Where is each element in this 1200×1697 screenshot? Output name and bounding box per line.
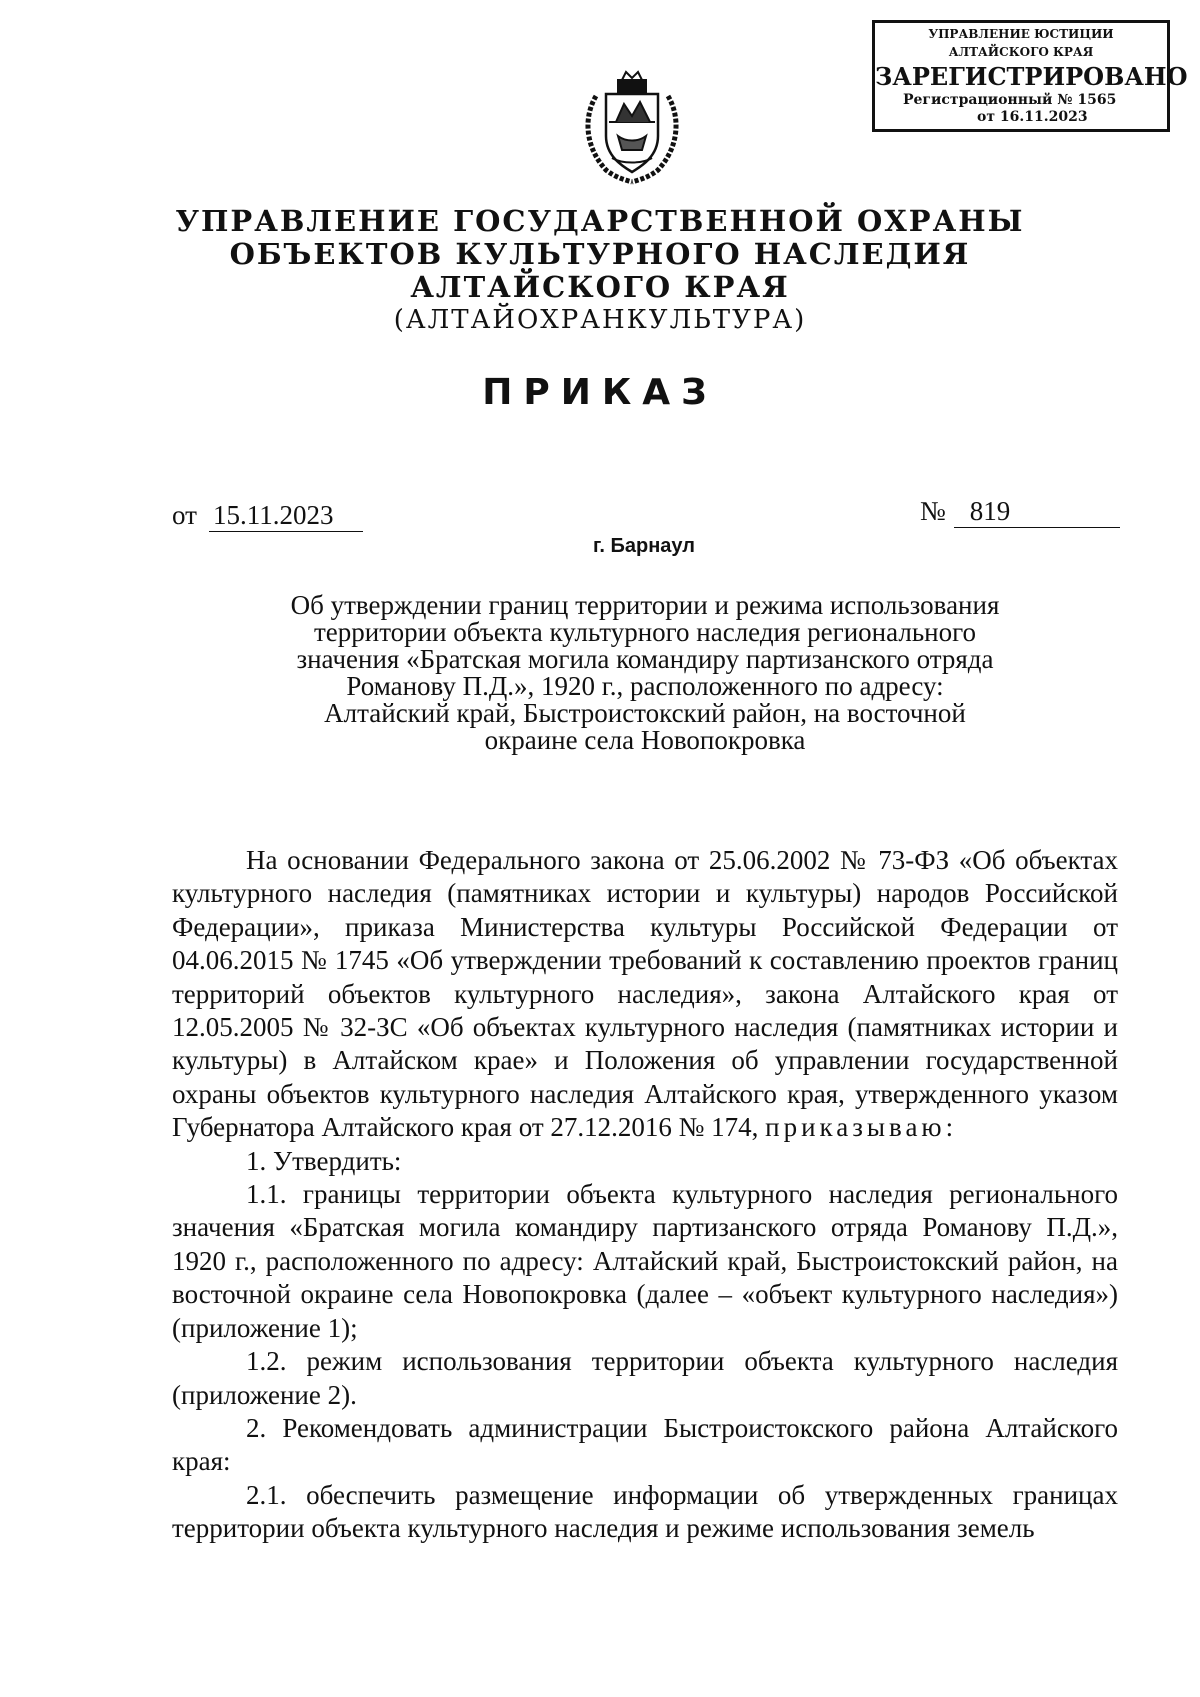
organization-title [0,205,1200,304]
item-2: 2. Рекомендовать администрации Быстроистокского района Алтайского края: [172,1412,1118,1477]
item-1: 1. Утвердить: [246,1145,402,1176]
preamble-text: На основании Федерального закона от 25.06.2002 № 73-ФЗ «Об объектах культурного наследия (памятниках истории и культуры) народов Российской Федерации», приказа Министерства культуры Российской Федерации от 04.06.2015 № 1745 «Об утверждении требований к составлению проектов границ территорий объектов культурного наследия», закона Алтайского края от 12.05.2005 № 32-ЗС «Об объектах культурного наследия (памятниках истории и культуры) в Алтайском крае» и Положения об управлении государственной охраны объектов культурного наследия Алтайского края, утвержденного указом Губернатора Алтайского края от 27.12.2016 № 174, [172,845,1118,1143]
date-value: 15.11.2023 [209,500,363,532]
number-prefix: № [920,496,946,526]
subject-line: значения «Братская могила командиру партизанского отряда [296,644,994,674]
org-title-line3: АЛТАЙСКОГО КРАЯ [410,270,790,304]
org-title-line2: ОБЪЕКТОВ КУЛЬТУРНОГО НАСЛЕДИЯ [229,237,971,271]
stamp-reg-number: Регистрационный № 1565 [903,92,1117,108]
subject-line: Алтайский край, Быстроистокский район, на восточной [324,698,966,728]
stamp-org-line2: АЛТАЙСКОГО КРАЯ [948,45,1094,59]
subject-line: Романову П.Д.», 1920 г., расположенного по адресу: [346,671,944,701]
stamp-org-line1: УПРАВЛЕНИЕ ЮСТИЦИИ [928,27,1114,41]
date-prefix: от [172,500,197,530]
item-2-1: 2.1. обеспечить размещение информации об утвержденных границах территории объекта культурного наследия и режиме использования земель [172,1479,1118,1544]
number-value: 819 [954,496,1120,528]
org-title-line1: УПРАВЛЕНИЕ ГОСУДАРСТВЕННОЙ ОХРАНЫ [175,204,1025,238]
order-number [920,496,1120,528]
subject-line: окраине села Новопокровка [484,725,806,755]
preamble-paragraph [172,844,1118,1145]
organization-short-name: (АЛТАЙОХРАНКУЛЬТУРА) [393,305,807,335]
order-date [172,500,363,532]
stamp-reg-date: от 16.11.2023 [977,109,1088,125]
registration-stamp [872,20,1188,132]
stamp-status: ЗАРЕГИСТРИРОВАНО [875,62,1188,91]
order-subject [200,592,1090,754]
city: г. Барнаул [593,535,695,557]
item-1-2: 1.2. режим использования территории объекта культурного наследия (приложение 2). [172,1346,1118,1410]
order-word: приказываю: [765,1112,958,1143]
coat-of-arms-icon [576,66,688,186]
document-type: ПРИКАЗ [482,372,718,413]
subject-line: Об утверждении границ территории и режима использования [290,590,1000,620]
order-body [172,844,1118,1546]
item-1-1: 1.1. границы территории объекта культурного наследия регионального значения «Братская могила командиру партизанского отряда Романову П.Д.», 1920 г., расположенного по адресу: Алтайский край, Быстроистокский район, на восточной окраине села Новопокровка (далее – «объект культурного наследия») (приложение 1); [172,1179,1118,1343]
subject-line: территории объекта культурного наследия регионального [313,617,976,647]
